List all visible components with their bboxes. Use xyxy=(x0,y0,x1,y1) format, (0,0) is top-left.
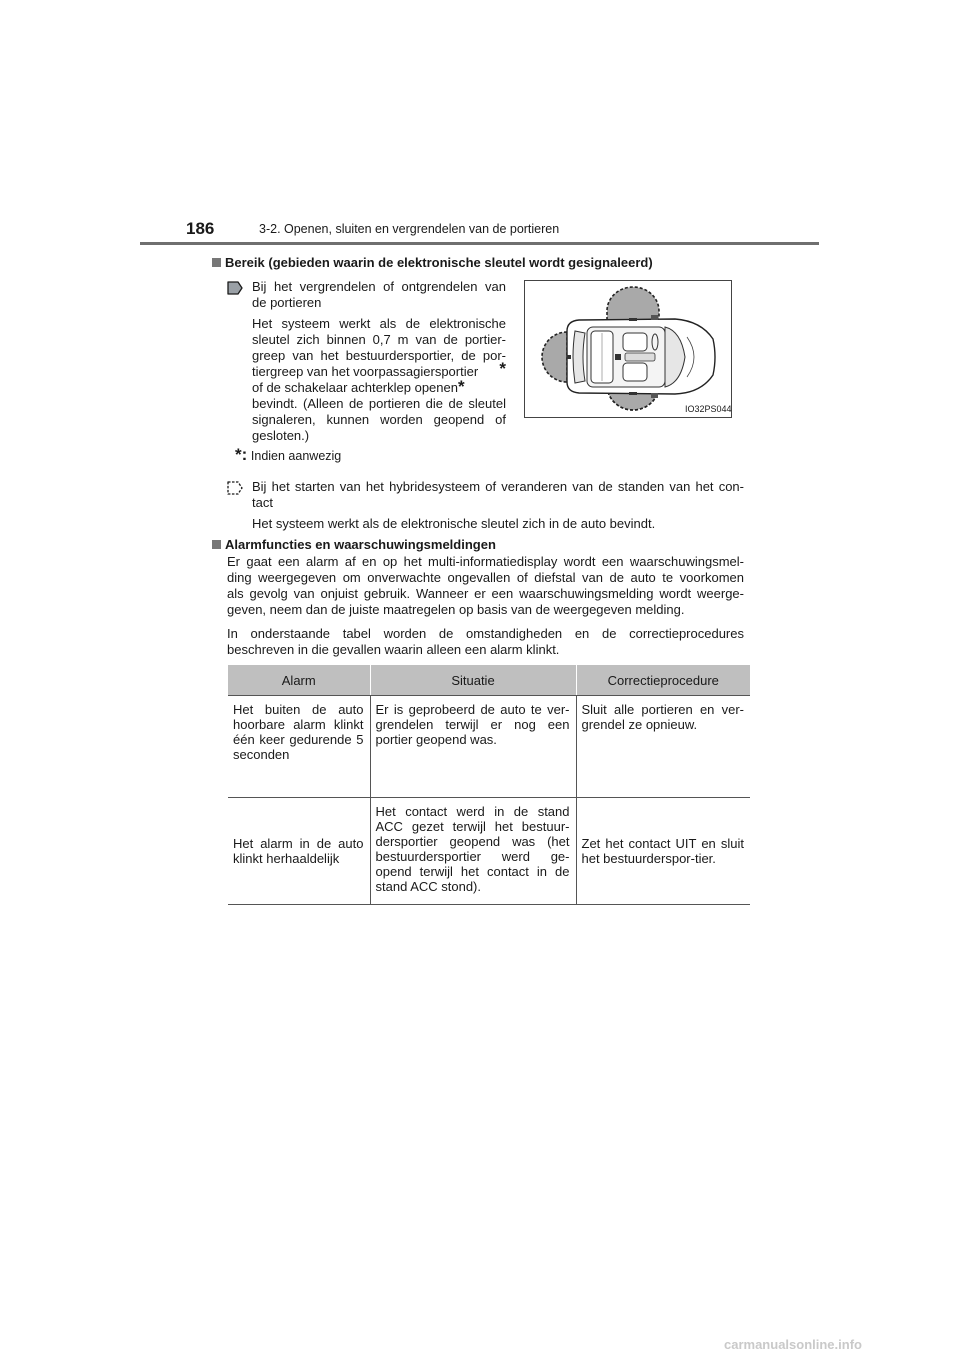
asterisk: * xyxy=(499,359,506,378)
table-row xyxy=(228,798,750,905)
alarm-para1-line: Er gaat een alarm af en op het multi-informatiedisplay wordt een waarschuwingsmel- xyxy=(227,554,744,569)
start-title-line2: tact xyxy=(252,495,273,510)
table-header-situation: Situatie xyxy=(370,665,576,696)
table-header-row xyxy=(228,665,750,696)
table-cell-procedure: Sluit alle portieren en ver-grendel ze opnieuw. xyxy=(576,696,750,798)
lock-body-line: greep van het bestuurdersportier, de por- xyxy=(252,348,506,363)
lock-body-line: gesloten.) xyxy=(252,428,310,443)
alarm-para2-line: beschreven in die gevallen waarin alleen een alarm klinkt. xyxy=(227,642,560,657)
figure-code: IO32PS044 xyxy=(685,404,732,414)
table-header-procedure: Correctieprocedure xyxy=(576,665,750,696)
lock-title-line1: Bij het vergrendelen of ontgrendelen van xyxy=(252,279,506,294)
footnote-marker: *: xyxy=(235,445,248,464)
alarm-paragraph-1 xyxy=(227,554,744,618)
alarm-para1-line: ding weergegeven om onverwachte ongevallen of diefstal van de auto te voorkomen xyxy=(227,570,744,585)
start-text: Het systeem werkt als de elektronische sleutel zich in de auto bevindt. xyxy=(252,516,656,531)
lock-body-line: bevindt. (Alleen de portieren die de sleutel xyxy=(252,396,506,411)
footnote-text: Indien aanwezig xyxy=(250,449,342,463)
lock-title-line2: de portieren xyxy=(252,295,322,310)
lock-body xyxy=(252,316,506,444)
alarm-heading xyxy=(212,537,496,552)
page-number: 186 xyxy=(186,219,215,238)
watermark: carmanualsonline.info xyxy=(724,1337,862,1352)
table-cell-situation: Het contact werd in de stand ACC gezet terwijl het bestuur-dersportier geopend was (het bestuurdersportier werd ge-opend terwijl het contact in de stand ACC stond). xyxy=(370,798,576,905)
range-heading xyxy=(212,255,653,270)
alarm-para2-line: In onderstaande tabel worden de omstandigheden en de correctieprocedures xyxy=(227,626,744,641)
start-title-line1: Bij het starten van het hybridesysteem of veranderen van de standen van het con- xyxy=(252,479,744,494)
alarm-para1-line: geven, neem dan de juiste maatregelen op basis van de weergegeven melding. xyxy=(227,602,685,617)
car-top-view-illustration xyxy=(525,281,731,417)
alarm-heading-text: Alarmfuncties en waarschuwingsmeldingen xyxy=(225,537,496,552)
square-bullet-icon xyxy=(212,540,221,549)
square-bullet-icon xyxy=(212,258,221,267)
footnote xyxy=(235,447,341,464)
lock-body-line: Het systeem werkt als de elektronische xyxy=(252,316,506,331)
filled-circle-bullet-icon xyxy=(226,280,244,296)
car-detection-range-figure xyxy=(524,280,732,418)
alarm-para1-line: als gevolg van onjuist gebruik. Wanneer er een waarschuwingsmelding wordt weerge- xyxy=(227,586,744,601)
asterisk: * xyxy=(457,377,465,396)
lock-body-line: sleutel zich binnen 0,7 m van de portier- xyxy=(252,332,506,347)
table-cell-situation: Er is geprobeerd de auto te ver-grendelen terwijl er nog een portier geopend was. xyxy=(370,696,576,798)
lock-body-line: signaleren, kunnen worden geopend of xyxy=(252,412,506,427)
lock-body-line-with-asterisk: of de schakelaar achterklep openen* xyxy=(252,377,465,396)
section-title: 3-2. Openen, sluiten en vergrendelen van de portieren xyxy=(259,222,560,236)
range-heading-text: Bereik (gebieden waarin de elektronische sleutel wordt gesignaleerd) xyxy=(225,255,653,270)
table-header-alarm: Alarm xyxy=(228,665,370,696)
header-rule xyxy=(140,242,819,245)
alarm-paragraph-2 xyxy=(227,626,744,658)
outline-bullet-icon xyxy=(226,480,244,496)
table-cell-alarm: Het buiten de auto hoorbare alarm klinkt één keer gedurende 5 seconden xyxy=(228,696,370,798)
table-cell-procedure: Zet het contact UIT en sluit het bestuurderspor-tier. xyxy=(576,798,750,905)
table-row xyxy=(228,696,750,798)
alarm-table xyxy=(228,665,750,905)
lock-body-line-with-asterisk: tiergreep van het voorpassagiersportier * xyxy=(252,359,506,379)
table-cell-alarm: Het alarm in de auto klinkt herhaaldelijk xyxy=(228,798,370,905)
